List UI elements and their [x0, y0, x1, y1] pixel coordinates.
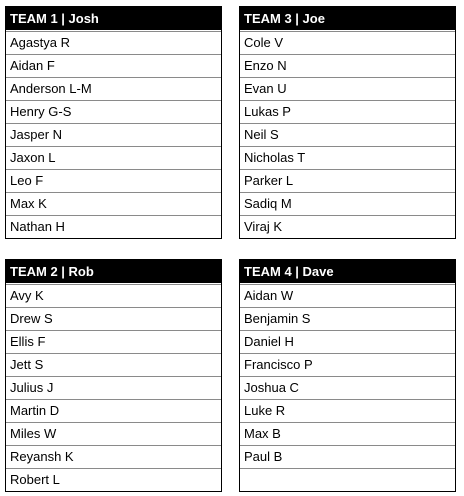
team-3-table: [239, 6, 456, 239]
team-3-player: Evan U: [240, 77, 455, 100]
team-4-player-empty: [240, 468, 455, 491]
team-3-player: Lukas P: [240, 100, 455, 123]
team-3-header: TEAM 3 | Joe: [240, 7, 455, 31]
team-2-player: Ellis F: [6, 330, 221, 353]
team-2-player: Julius J: [6, 376, 221, 399]
team-4-player: Joshua C: [240, 376, 455, 399]
team-4-header: TEAM 4 | Dave: [240, 260, 455, 284]
team-1-player: Max K: [6, 192, 221, 215]
team-1-header: TEAM 1 | Josh: [6, 7, 221, 31]
team-1-player: Anderson L-M: [6, 77, 221, 100]
team-4-player: Aidan W: [240, 284, 455, 307]
team-4-player: Paul B: [240, 445, 455, 468]
team-3-player: Neil S: [240, 123, 455, 146]
team-4-player: Francisco P: [240, 353, 455, 376]
team-2-table: [5, 259, 222, 492]
team-1-player: Jaxon L: [6, 146, 221, 169]
team-4-table: [239, 259, 456, 492]
team-2-player: Miles W: [6, 422, 221, 445]
team-1-table: [5, 6, 222, 239]
team-2-player: Jett S: [6, 353, 221, 376]
team-4-player: Benjamin S: [240, 307, 455, 330]
team-3-player: Nicholas T: [240, 146, 455, 169]
team-2-player: Drew S: [6, 307, 221, 330]
team-2-player: Reyansh K: [6, 445, 221, 468]
team-1-player: Jasper N: [6, 123, 221, 146]
team-3-player: Sadiq M: [240, 192, 455, 215]
team-2-player: Robert L: [6, 468, 221, 491]
team-1-player: Agastya R: [6, 31, 221, 54]
team-3-player: Cole V: [240, 31, 455, 54]
team-1-player: Henry G-S: [6, 100, 221, 123]
team-2-player: Avy K: [6, 284, 221, 307]
team-1-player: Leo F: [6, 169, 221, 192]
team-3-player: Viraj K: [240, 215, 455, 238]
team-2-player: Martin D: [6, 399, 221, 422]
team-1-player: Nathan H: [6, 215, 221, 238]
team-4-player: Max B: [240, 422, 455, 445]
team-3-player: Parker L: [240, 169, 455, 192]
team-3-player: Enzo N: [240, 54, 455, 77]
team-2-header: TEAM 2 | Rob: [6, 260, 221, 284]
team-4-player: Luke R: [240, 399, 455, 422]
team-1-player: Aidan F: [6, 54, 221, 77]
team-4-player: Daniel H: [240, 330, 455, 353]
